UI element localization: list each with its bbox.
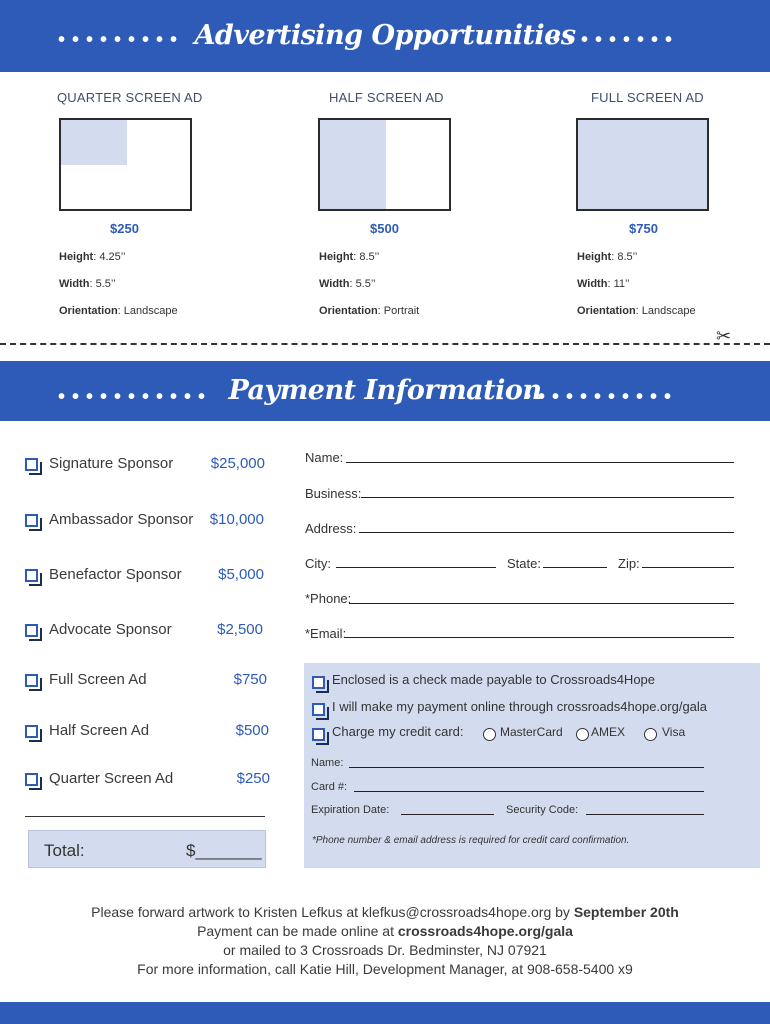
security-code-label: Security Code: bbox=[506, 804, 579, 816]
ad-orientation: Orientation: Landscape bbox=[577, 305, 696, 317]
payment-header-band bbox=[0, 361, 770, 421]
sponsorship-option[interactable] bbox=[25, 770, 275, 792]
scissors-icon: ✂ bbox=[716, 326, 732, 346]
sponsorship-amount: $250 bbox=[236, 770, 270, 787]
ad-height: Height: 8.5’’ bbox=[319, 251, 380, 263]
total-divider bbox=[25, 816, 265, 817]
checkbox[interactable] bbox=[312, 676, 325, 689]
checkbox[interactable] bbox=[25, 569, 38, 582]
credit-card-note: *Phone number & email address is required for credit card confirmation. bbox=[312, 835, 630, 846]
sponsorship-amount: $2,500 bbox=[217, 621, 263, 638]
ad-price: $250 bbox=[110, 221, 139, 236]
footer-contact-line: For more information, call Katie Hill, Development Manager, at 908-658-5400 x9 bbox=[137, 961, 633, 977]
sponsorship-option[interactable] bbox=[25, 511, 275, 533]
sponsorship-label: Half Screen Ad bbox=[49, 722, 150, 739]
mastercard-radio[interactable] bbox=[483, 728, 496, 741]
payment-dots-left: ••••••••••• bbox=[58, 386, 213, 408]
business-label: Business: bbox=[305, 486, 362, 501]
checkbox[interactable] bbox=[25, 514, 38, 527]
expiration-field[interactable] bbox=[401, 814, 494, 815]
ad-name: HALF SCREEN AD bbox=[329, 90, 444, 105]
checkbox[interactable] bbox=[312, 728, 325, 741]
city-label: City: bbox=[305, 556, 331, 571]
sponsorship-amount: $10,000 bbox=[209, 511, 264, 528]
address-label: Address: bbox=[305, 521, 357, 536]
advertising-header-band bbox=[0, 0, 770, 72]
sponsorship-amount: $5,000 bbox=[218, 566, 264, 583]
city-field[interactable] bbox=[336, 567, 496, 568]
online-option-label: I will make my payment online through crossroads4hope.org/gala bbox=[332, 699, 708, 714]
ad-name: FULL SCREEN AD bbox=[591, 90, 704, 105]
amex-radio[interactable] bbox=[576, 728, 589, 741]
checkbox[interactable] bbox=[25, 674, 38, 687]
zip-label: Zip: bbox=[618, 556, 640, 571]
business-field[interactable] bbox=[361, 497, 734, 498]
advertising-title: Advertising Opportunities bbox=[194, 20, 576, 51]
ad-option-quarter bbox=[57, 90, 257, 105]
ad-option-full bbox=[591, 90, 770, 105]
sponsorship-option[interactable] bbox=[25, 455, 275, 477]
sponsorship-label: Ambassador Sponsor bbox=[49, 511, 194, 528]
card-name-label: Name: bbox=[311, 757, 344, 769]
check-option-label: Enclosed is a check made payable to Crossroads4Hope bbox=[332, 672, 656, 687]
email-field[interactable] bbox=[345, 637, 734, 638]
payment-title: Payment Information bbox=[228, 375, 542, 406]
checkbox[interactable] bbox=[25, 458, 38, 471]
ad-diagram-full bbox=[576, 118, 709, 211]
footer-payment-line: Payment can be made online at crossroads4hope.org/gala bbox=[197, 923, 573, 939]
address-field[interactable] bbox=[359, 532, 734, 533]
security-code-field[interactable] bbox=[586, 814, 704, 815]
header-dots-right: ••••••••• bbox=[553, 29, 680, 51]
footer-mail-line: or mailed to 3 Crossroads Dr. Bedminster, NJ 07921 bbox=[223, 942, 547, 958]
ad-price: $500 bbox=[370, 221, 399, 236]
card-number-field[interactable] bbox=[354, 791, 704, 792]
name-field[interactable] bbox=[346, 462, 734, 463]
zip-field[interactable] bbox=[642, 567, 734, 568]
deadline-date: September 20th bbox=[573, 904, 679, 920]
amex-label: AMEX bbox=[591, 725, 626, 739]
state-label: State: bbox=[507, 556, 541, 571]
checkbox[interactable] bbox=[25, 773, 38, 786]
ad-diagram-half bbox=[318, 118, 451, 211]
credit-card-option[interactable] bbox=[312, 724, 752, 744]
ad-height: Height: 8.5’’ bbox=[577, 251, 638, 263]
sponsorship-option[interactable] bbox=[25, 566, 275, 588]
payment-method-box bbox=[304, 663, 760, 868]
total-label: Total: bbox=[44, 841, 85, 860]
sponsorship-amount: $500 bbox=[235, 722, 269, 739]
phone-field[interactable] bbox=[349, 603, 734, 604]
sponsorship-label: Signature Sponsor bbox=[49, 455, 174, 472]
footer-artwork-line: Please forward artwork to Kristen Lefkus at klefkus@crossroads4hope.org by September 20th bbox=[91, 904, 679, 920]
ad-orientation: Orientation: Portrait bbox=[319, 305, 420, 317]
footer-band bbox=[0, 1002, 770, 1024]
ad-width: Width: 5.5’’ bbox=[319, 278, 376, 290]
sponsorship-amount: $25,000 bbox=[210, 455, 265, 472]
ad-name: QUARTER SCREEN AD bbox=[57, 90, 203, 105]
sponsorship-label: Benefactor Sponsor bbox=[49, 566, 182, 583]
ad-diagram-fill bbox=[320, 120, 386, 209]
ad-width: Width: 5.5’’ bbox=[59, 278, 116, 290]
checkbox[interactable] bbox=[25, 725, 38, 738]
email-label: *Email: bbox=[305, 626, 347, 641]
name-label: Name: bbox=[305, 450, 344, 465]
sponsorship-label: Full Screen Ad bbox=[49, 671, 147, 688]
payment-url: crossroads4hope.org/gala bbox=[397, 923, 573, 939]
ad-diagram-quarter bbox=[59, 118, 192, 211]
visa-label: Visa bbox=[662, 725, 686, 739]
expiration-label: Expiration Date: bbox=[311, 804, 390, 816]
total-box bbox=[28, 830, 266, 868]
ad-diagram-fill bbox=[61, 120, 127, 165]
ad-width: Width: 11’’ bbox=[577, 278, 630, 290]
sponsorship-option[interactable] bbox=[25, 722, 275, 744]
ad-height: Height: 4.25’’ bbox=[59, 251, 126, 263]
card-number-label: Card #: bbox=[311, 781, 348, 793]
header-dots-left: ••••••••• bbox=[58, 29, 185, 51]
payment-dots-right: ••••••••••• bbox=[524, 386, 679, 408]
ad-orientation: Orientation: Landscape bbox=[59, 305, 178, 317]
ad-option-half bbox=[329, 90, 529, 105]
sponsorship-amount: $750 bbox=[233, 671, 267, 688]
sponsorship-label: Quarter Screen Ad bbox=[49, 770, 174, 787]
sponsorship-label: Advocate Sponsor bbox=[49, 621, 172, 638]
credit-card-option-label: Charge my credit card: bbox=[332, 724, 464, 739]
visa-radio[interactable] bbox=[644, 728, 657, 741]
total-value[interactable]: $_______ bbox=[186, 841, 262, 860]
sponsorship-option[interactable] bbox=[25, 671, 275, 693]
card-name-field[interactable] bbox=[349, 767, 704, 768]
phone-label: *Phone: bbox=[305, 591, 352, 606]
state-field[interactable] bbox=[543, 567, 607, 568]
checkbox[interactable] bbox=[25, 624, 38, 637]
ad-diagram-fill bbox=[578, 120, 707, 209]
ad-price: $750 bbox=[629, 221, 658, 236]
mastercard-label: MasterCard bbox=[500, 725, 563, 739]
cut-line bbox=[0, 343, 770, 345]
checkbox[interactable] bbox=[312, 703, 325, 716]
sponsorship-option[interactable] bbox=[25, 621, 275, 643]
